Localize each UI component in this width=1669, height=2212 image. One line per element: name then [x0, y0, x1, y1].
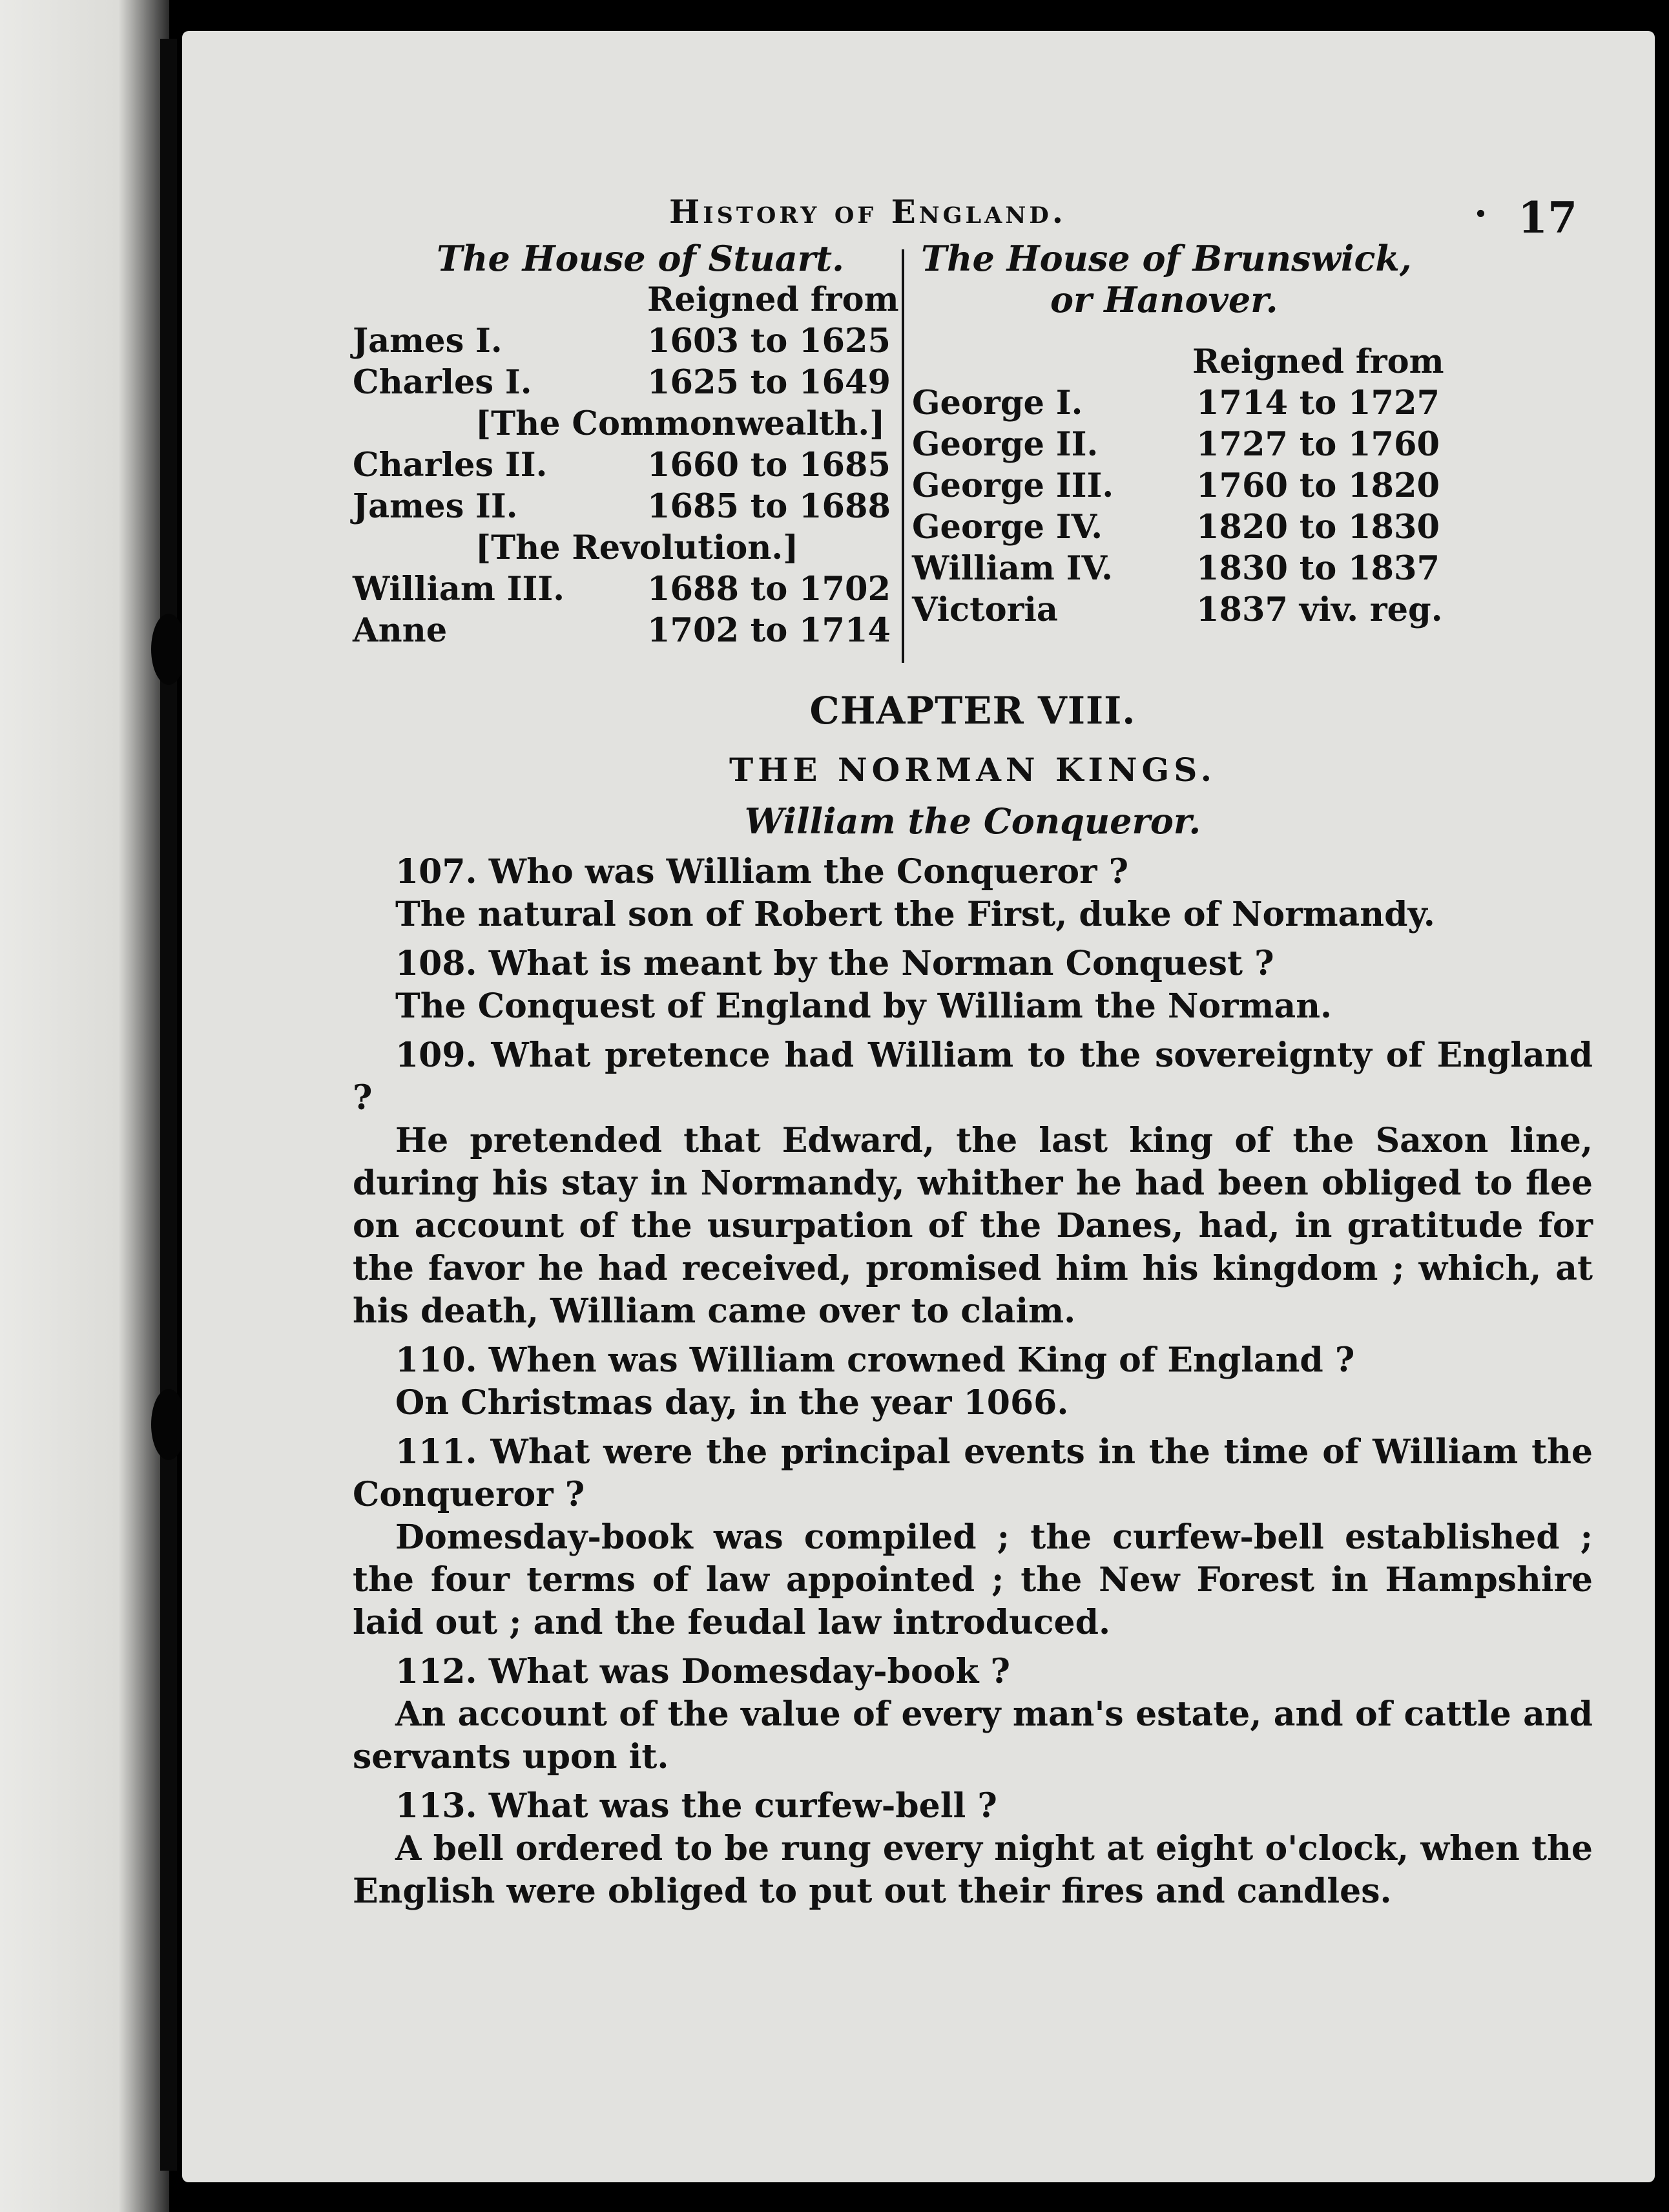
stuart-title: The House of Stuart.	[437, 238, 844, 279]
monarch-name: George IV.	[912, 508, 1103, 547]
reign-years: 1660 to 1685	[647, 446, 891, 485]
answer: He pretended that Edward, the last king of the Saxon line, during his stay in Normandy, whither he had been obliged to flee on account of the usurpation of the Danes, had, in gratitude for the favor he had received, promised him his kingdom ; which, at his death, William came over to claim.	[353, 1121, 1593, 1331]
answer: A bell ordered to be rung every night at eight o'clock, when the English were obliged to put out their fires and candles.	[353, 1829, 1593, 1911]
subsection-heading: William the Conqueror.	[744, 800, 1201, 842]
reign-years: 1830 to 1837	[1196, 549, 1440, 588]
book-page	[182, 31, 1655, 2182]
question: 108. What is meant by the Norman Conquest ?	[395, 944, 1274, 983]
page-number: 17	[1518, 193, 1577, 243]
answer: The natural son of Robert the First, duke of Normandy.	[395, 895, 1435, 934]
answer: The Conquest of England by William the Norman.	[395, 986, 1332, 1026]
table-row	[353, 486, 895, 527]
monarch-name: George II.	[912, 425, 1099, 464]
binding-thread-knot	[151, 1389, 186, 1460]
monarch-name: William IV.	[912, 549, 1113, 588]
monarch-name: William III.	[353, 570, 565, 609]
table-row	[912, 589, 1584, 631]
question: 111. What were the principal events in the time of William the Conqueror ?	[353, 1432, 1593, 1514]
reign-years: 1603 to 1625	[647, 322, 891, 360]
monarch-name: George III.	[912, 466, 1114, 505]
monarch-name: George I.	[912, 384, 1083, 423]
binding-thread-knot	[151, 614, 186, 685]
header-dot: .	[1474, 181, 1491, 226]
page-content	[353, 167, 1593, 1913]
table-row	[353, 569, 895, 610]
reign-years: 1702 to 1714	[647, 611, 891, 650]
question-answer-list	[353, 851, 1593, 1913]
reign-years: 1727 to 1760	[1196, 425, 1440, 464]
monarch-name: Charles I.	[353, 363, 532, 402]
table-row	[912, 382, 1584, 424]
reign-years: 1685 to 1688	[647, 487, 891, 526]
reign-years: 1625 to 1649	[647, 363, 891, 402]
column-divider	[902, 249, 904, 663]
table-row	[353, 610, 895, 651]
question: 109. What pretence had William to the sovereignty of England ?	[353, 1036, 1593, 1118]
reign-years: 1837 viv. reg.	[1196, 590, 1443, 629]
question: 112. What was Domesday-book ?	[395, 1652, 1010, 1691]
table-row	[912, 424, 1584, 465]
book-binding	[160, 39, 177, 2171]
answer: An account of the value of every man's estate, and of cattle and servants upon it.	[353, 1695, 1593, 1777]
running-title: History of England.	[669, 193, 1067, 231]
succession-tables	[353, 238, 1593, 677]
chapter-heading: CHAPTER VIII.	[809, 689, 1136, 733]
table-row	[353, 444, 895, 486]
question: 110. When was William crowned King of England ?	[395, 1341, 1355, 1380]
monarch-name: Anne	[353, 611, 448, 650]
monarch-name: James II.	[353, 487, 518, 526]
table-row	[353, 320, 895, 362]
reign-years: 1760 to 1820	[1196, 466, 1440, 505]
brunswick-subtitle: or Hanover.	[1050, 279, 1278, 320]
answer: On Christmas day, in the year 1066.	[395, 1383, 1069, 1423]
monarch-name: Charles II.	[353, 446, 548, 485]
table-row	[912, 548, 1584, 589]
reign-years: 1820 to 1830	[1196, 508, 1440, 547]
revolution-note: [The Revolution.]	[475, 528, 799, 567]
interregnum-note: [The Commonwealth.]	[475, 404, 886, 443]
reign-years: 1688 to 1702	[647, 570, 891, 609]
question: 107. Who was William the Conqueror ?	[395, 852, 1129, 892]
running-header	[353, 167, 1593, 243]
table-row	[353, 362, 895, 403]
monarch-name: Victoria	[912, 590, 1058, 629]
brunswick-title: The House of Brunswick,	[921, 238, 1412, 279]
facing-page-edge	[0, 0, 169, 2212]
question: 113. What was the curfew-bell ?	[395, 1786, 997, 1826]
brunswick-reigned-label: Reigned from	[1192, 342, 1444, 381]
monarch-name: James I.	[353, 322, 503, 360]
answer: Domesday-book was compiled ; the curfew-bell established ; the four terms of law appointed ; the New Forest in Hampshire laid out ; and the feudal law introduced.	[353, 1518, 1593, 1642]
table-row	[912, 506, 1584, 548]
reign-years: 1714 to 1727	[1196, 384, 1440, 423]
section-heading: THE NORMAN KINGS.	[729, 751, 1216, 789]
table-row	[912, 465, 1584, 506]
stuart-reigned-label: Reigned from	[647, 280, 899, 319]
